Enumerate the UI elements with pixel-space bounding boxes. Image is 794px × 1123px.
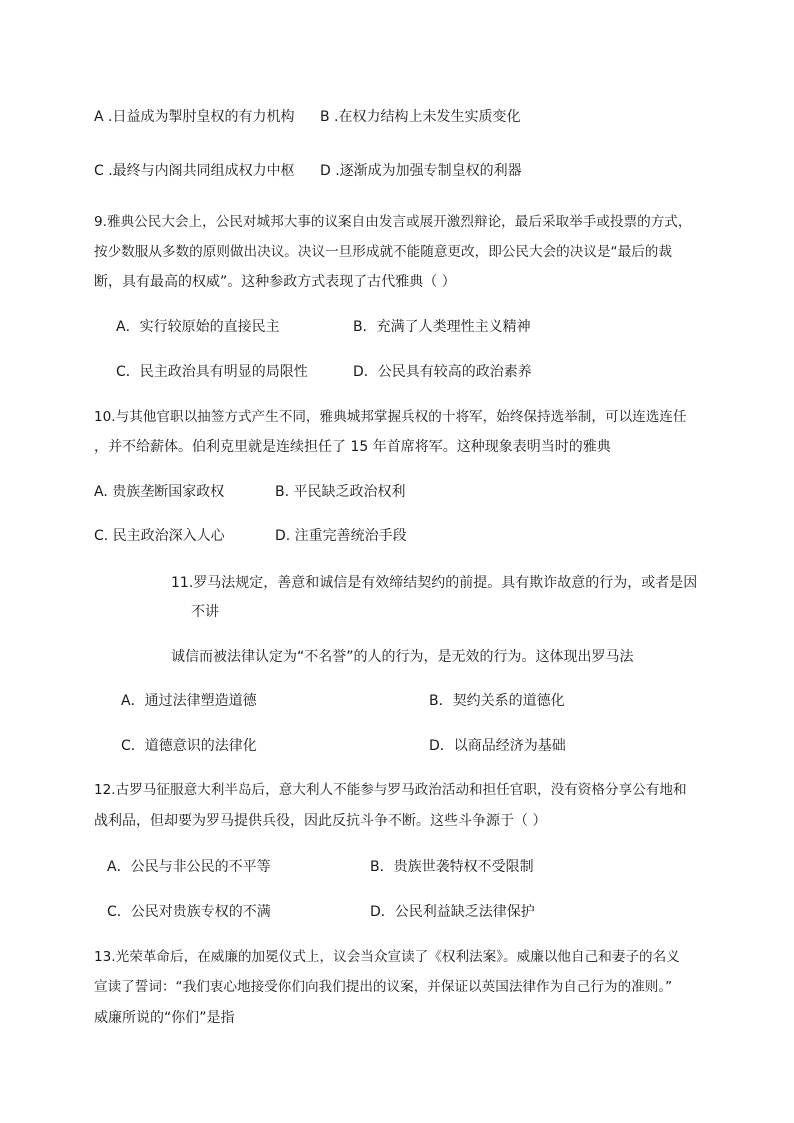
q9-option-b: B．充满了人类理性主义精神 xyxy=(353,319,531,335)
q12-option-a: A．公民与非公民的不平等 xyxy=(107,859,271,875)
q12-stem-line-1: 12.古罗马征服意大利半岛后，意大利人不能参与罗马政治活动和担任官职，没有资格分享公有地和 xyxy=(94,782,687,798)
q9-stem-line-1: 9.雅典公民大会上，公民对城邦大事的议案自由发言或展开激烈辩论，最后采取举手或投票的方式， xyxy=(94,214,692,230)
q11-option-a: A．通过法律塑造道德 xyxy=(121,693,257,709)
q8-option-b: B .在权力结构上未发生实质变化 xyxy=(320,109,521,125)
q9-option-c: C．民主政治具有明显的局限性 xyxy=(116,364,308,380)
q11-option-c: C．道德意识的法律化 xyxy=(121,738,257,754)
q12-option-c: C．公民对贵族专权的不满 xyxy=(107,904,271,920)
q9-stem-line-3: 断，具有最高的权威”。这种参政方式表现了古代雅典（ ） xyxy=(94,274,456,290)
q10-option-b: B. 平民缺乏政治权利 xyxy=(275,484,406,500)
q10-option-a: A. 贵族垄断国家政权 xyxy=(94,484,225,500)
q10-stem-line-2: ，并不给薪体。伯利克里就是连续担任了 15 年首席将军。这种现象表明当时的雅典 xyxy=(94,439,611,455)
q12-option-d: D．公民利益缺乏法律保护 xyxy=(370,904,535,920)
q13-stem-line-3: 威廉所说的“你们”是指 xyxy=(94,1010,235,1026)
q9-option-d: D．公民具有较高的政治素养 xyxy=(353,364,532,380)
q11-stem-line-2: 不讲 xyxy=(191,604,219,620)
q8-option-a: A .日益成为掣肘皇权的有力机构 xyxy=(94,109,295,125)
q12-stem-line-2: 战利品，但却要为罗马提供兵役，因此反抗斗争不断。这些斗争源于（ ） xyxy=(94,813,547,829)
q9-option-a: A．实行较原始的直接民主 xyxy=(116,319,280,335)
q10-option-d: D. 注重完善统治手段 xyxy=(275,528,407,544)
q11-option-b: B．契约关系的道德化 xyxy=(429,693,565,709)
q10-stem-line-1: 10.与其他官职以抽签方式产生不同，雅典城邦掌握兵权的十将军，始终保持选举制，可以连选连任 xyxy=(94,409,687,425)
q13-stem-line-1: 13.光荣革命后，在威廉的加冕仪式上，议会当众宣读了《权利法案》。威廉以他自己和妻子的名义 xyxy=(94,949,680,965)
q12-option-b: B．贵族世袭特权不受限制 xyxy=(370,859,534,875)
q11-option-d: D．以商品经济为基础 xyxy=(429,738,566,754)
q13-stem-line-2: 宣读了誓词：“我们衷心地接受你们向我们提出的议案，并保证以英国法律作为自己行为的准则。” xyxy=(94,979,673,995)
q11-stem-line-3: 诚信而被法律认定为“不名誉”的人的行为，是无效的行为。这体现出罗马法 xyxy=(171,649,634,665)
q8-option-d: D .逐渐成为加强专制皇权的利器 xyxy=(320,163,522,179)
q8-option-c: C .最终与内阁共同组成权力中枢 xyxy=(94,163,295,179)
q10-option-c: C. 民主政治深入人心 xyxy=(94,528,225,544)
q11-stem-line-1: 11.罗马法规定，善意和诚信是有效缔结契约的前提。具有欺诈故意的行为，或者是因 xyxy=(171,575,698,591)
q9-stem-line-2: 按少数服从多数的原则做出决议。决议一旦形成就不能随意更改，即公民大会的决议是“最后的裁 xyxy=(94,244,672,260)
